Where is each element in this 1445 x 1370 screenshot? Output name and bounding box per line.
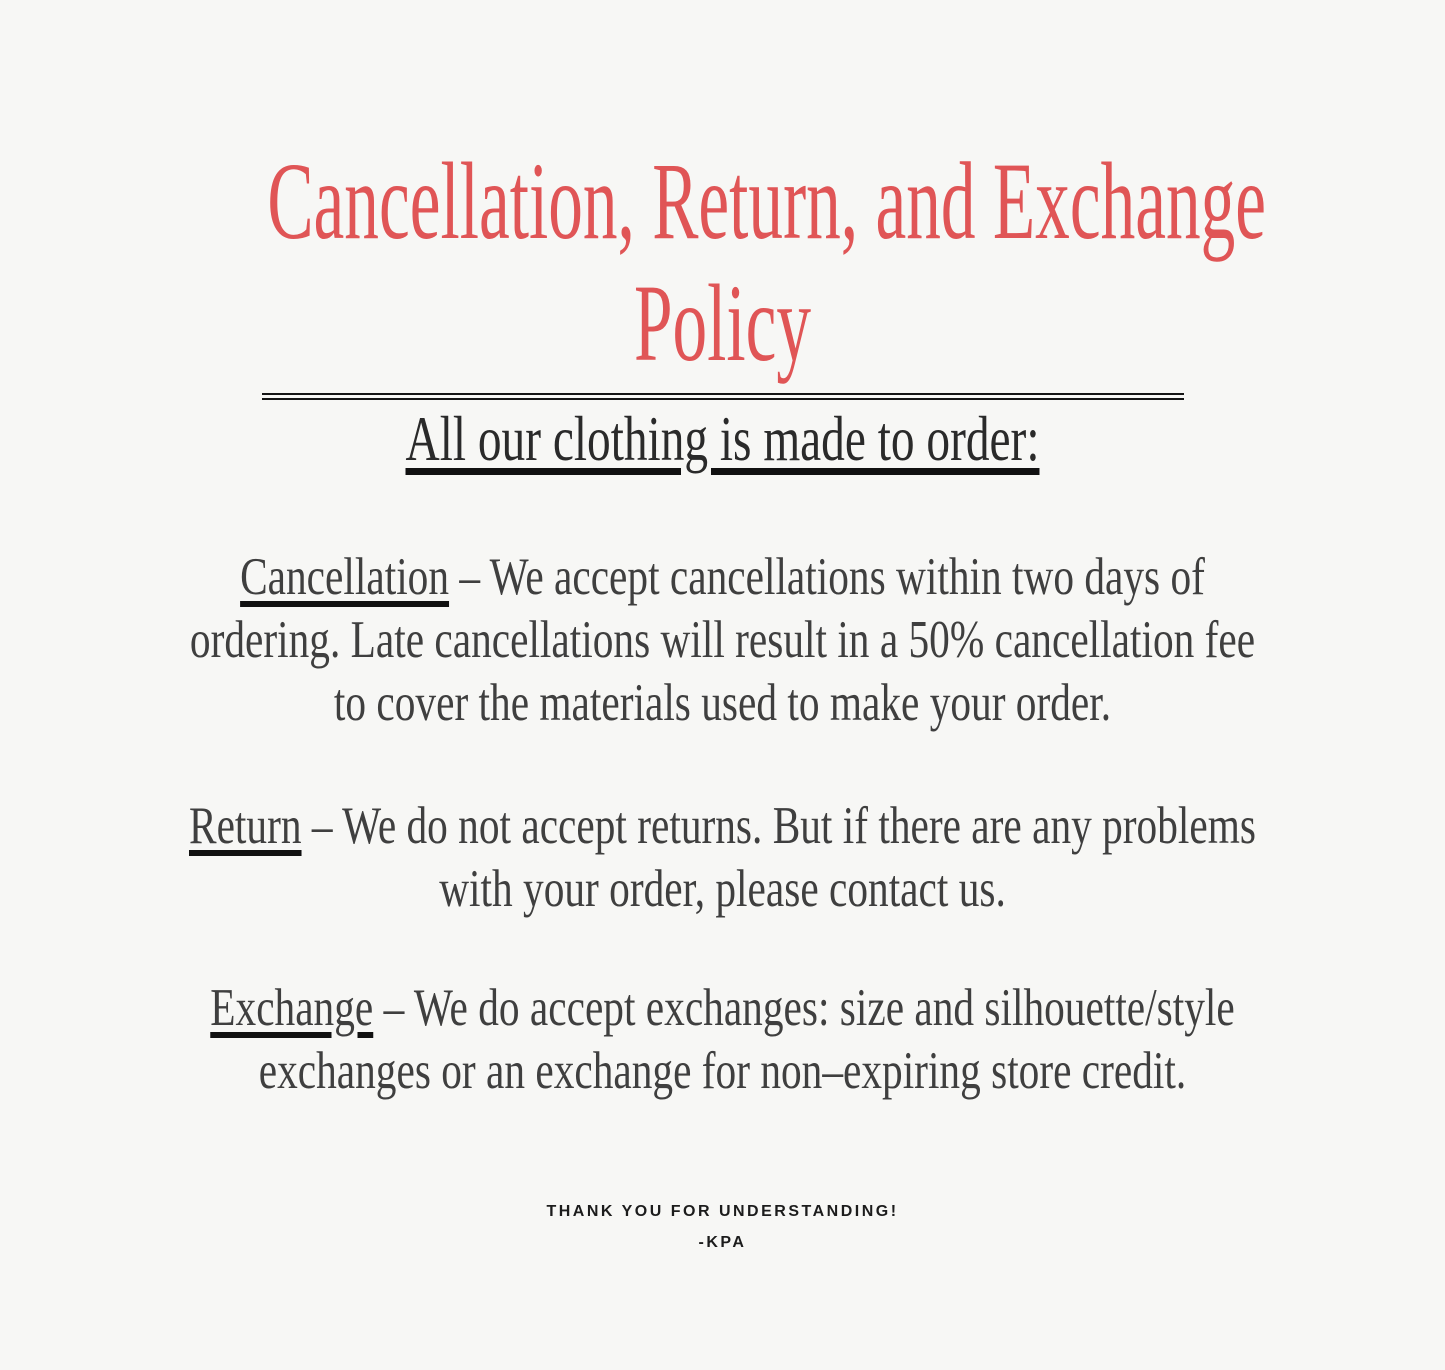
return-policy-paragraph xyxy=(159,795,1286,921)
exchange-policy-line1 xyxy=(159,977,1286,1040)
return-intro: – We do not accept returns. But if there are any problems xyxy=(311,797,1256,855)
exchange-policy-line2: exchanges or an exchange for non–expiring store credit. xyxy=(258,1042,1187,1100)
subtitle-text: All our clothing is made to order: xyxy=(405,403,1040,474)
page-title-line1: Cancellation, Return, and Exchange xyxy=(267,140,1267,262)
cancellation-intro: – We accept cancellations within two days of xyxy=(459,548,1205,606)
footer-signature: -KPA xyxy=(698,1234,747,1251)
return-term: Return xyxy=(189,797,302,855)
page-title-line2: Policy xyxy=(633,262,812,384)
exchange-intro: – We do accept exchanges: size and silhouette/style xyxy=(383,979,1235,1037)
cancellation-term: Cancellation xyxy=(240,548,450,606)
footer xyxy=(0,1196,1445,1258)
cancellation-policy-line2: ordering. Late cancellations will result in a 50% cancellation fee xyxy=(189,611,1256,669)
exchange-policy-paragraph xyxy=(159,977,1286,1103)
title-divider-line xyxy=(262,393,1184,400)
page-title xyxy=(267,140,1267,384)
footer-thanks-text: THANK YOU FOR UNDERSTANDING! xyxy=(546,1203,899,1220)
cancellation-policy-line3: to cover the materials used to make your order. xyxy=(333,674,1112,732)
exchange-term: Exchange xyxy=(210,979,374,1037)
return-policy-line1 xyxy=(159,795,1286,858)
subtitle xyxy=(188,402,1257,476)
cancellation-policy-line1 xyxy=(159,546,1286,609)
cancellation-policy-paragraph xyxy=(159,546,1286,735)
return-policy-line2: with your order, please contact us. xyxy=(439,860,1006,918)
